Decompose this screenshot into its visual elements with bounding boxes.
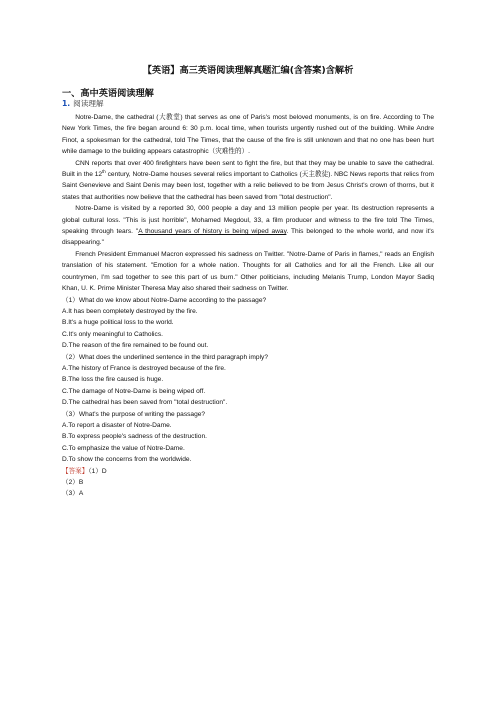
option: A.The history of France is destroyed because of the fire. [62, 364, 226, 372]
answer-2: （2）B [62, 479, 84, 486]
item-label: 阅读理解 [73, 99, 104, 108]
passage-paragraph [62, 249, 434, 295]
item-number: 1. [62, 99, 71, 108]
question-1 [62, 295, 434, 352]
question-3 [62, 409, 434, 466]
option: B.The loss the fire caused is huge. [62, 376, 164, 384]
paragraph-text: Notre-Dame is visited by a reported 30, 000 people a day and 13 million people per year. Its destruction represents a global cultural loss. "This is just horrible", Mohamed Megdoul, 33, a film producer and witness to the fire told The Times, speaking through tears. " [62, 205, 434, 236]
paragraph-text: French President Emmanuel Macron expressed his sadness on Twitter. "Notre-Dame of Paris in flames," reads an English translation of his statement. "Emotion for a whole nation. Thoughts for all Catholics and for all the French. Like all our countrymen, I'm sad together to see this part of us burn." Other politicians, including Melanis Trump, London Mayor Sadiq Khan, U. K. Prime Minister Theresa May also shared their sadness on Twitter. [62, 250, 434, 293]
option: D.To show the concerns from the worldwide. [62, 456, 192, 464]
passage-paragraph [62, 203, 434, 249]
question-stem: （1）What do we know about Notre-Dame according to the passage? [62, 296, 267, 304]
answer-line [62, 466, 434, 477]
passage-paragraph [62, 158, 434, 204]
section-heading: 一、高中英语阅读理解 [62, 88, 154, 99]
option: D.The reason of the fire remained to be found out. [62, 342, 209, 350]
superscript: th [102, 168, 106, 174]
option: A.It has been completely destroyed by the fire. [62, 307, 198, 315]
option: A.To report a disaster of Notre-Dame. [62, 421, 172, 429]
paragraph-text: CNN reports that over 400 firefighters have been sent to fight the fire, but that they may be unable to save the cathedral. Built in the 12 [62, 159, 434, 179]
option: C.It's only meaningful to Catholics. [62, 330, 163, 338]
item-heading [62, 98, 104, 109]
passage-paragraph [62, 112, 434, 158]
paragraph-text: Notre-Dame, the cathedral (大教堂) that serves as one of Paris's most beloved monuments, is on fire. According to The New York Times, the fire began around 6: 30 p.m. local time, when tourists urgently rushed out of the building. While Andre Finot, a spokesman for the cathedral, told The Times, that the cause of the fire is still unknown and that no one has been hurt while damage to the building appears catastrophic（灾难性的）. [62, 114, 434, 156]
answer-3: （3）A [62, 490, 84, 498]
question-2 [62, 352, 434, 409]
question-stem: （3）What's the purpose of writing the passage? [62, 410, 206, 418]
paragraph-text: century, Notre-Dame houses several relics important to Catholics (天主教徒). NBC News reports that relics from Saint Genevieve and Saint Denis may been lost, together with a relic believed to be from Jesus Christ's crown of thorns, but it states that authorities now believe that the cathedral has been saved from "total destruction". [62, 171, 434, 201]
option: B.To express people's sadness of the destruction. [62, 433, 207, 441]
question-stem: （2）What does the underlined sentence in the third paragraph imply? [62, 353, 268, 361]
passage-body [62, 112, 434, 500]
answer-1: （1）D [88, 467, 107, 475]
underlined-sentence: A thousand years of history is being wiped away [138, 228, 287, 236]
document-title: 【英语】高三英语阅读理解真题汇编(含答案)含解析 [142, 65, 354, 76]
paragraph-text: . This belonged to the whole world, and now it's disappearing." [62, 228, 434, 247]
answer-label: 【答案】 [62, 467, 89, 475]
option: C.To emphasize the value of Notre-Dame. [62, 444, 185, 452]
option: B.It's a huge political loss to the world. [62, 319, 174, 327]
option: D.The cathedral has been saved from "total destruction". [62, 399, 228, 407]
option: C.The damage of Notre-Dame is being wiped off. [62, 387, 206, 395]
